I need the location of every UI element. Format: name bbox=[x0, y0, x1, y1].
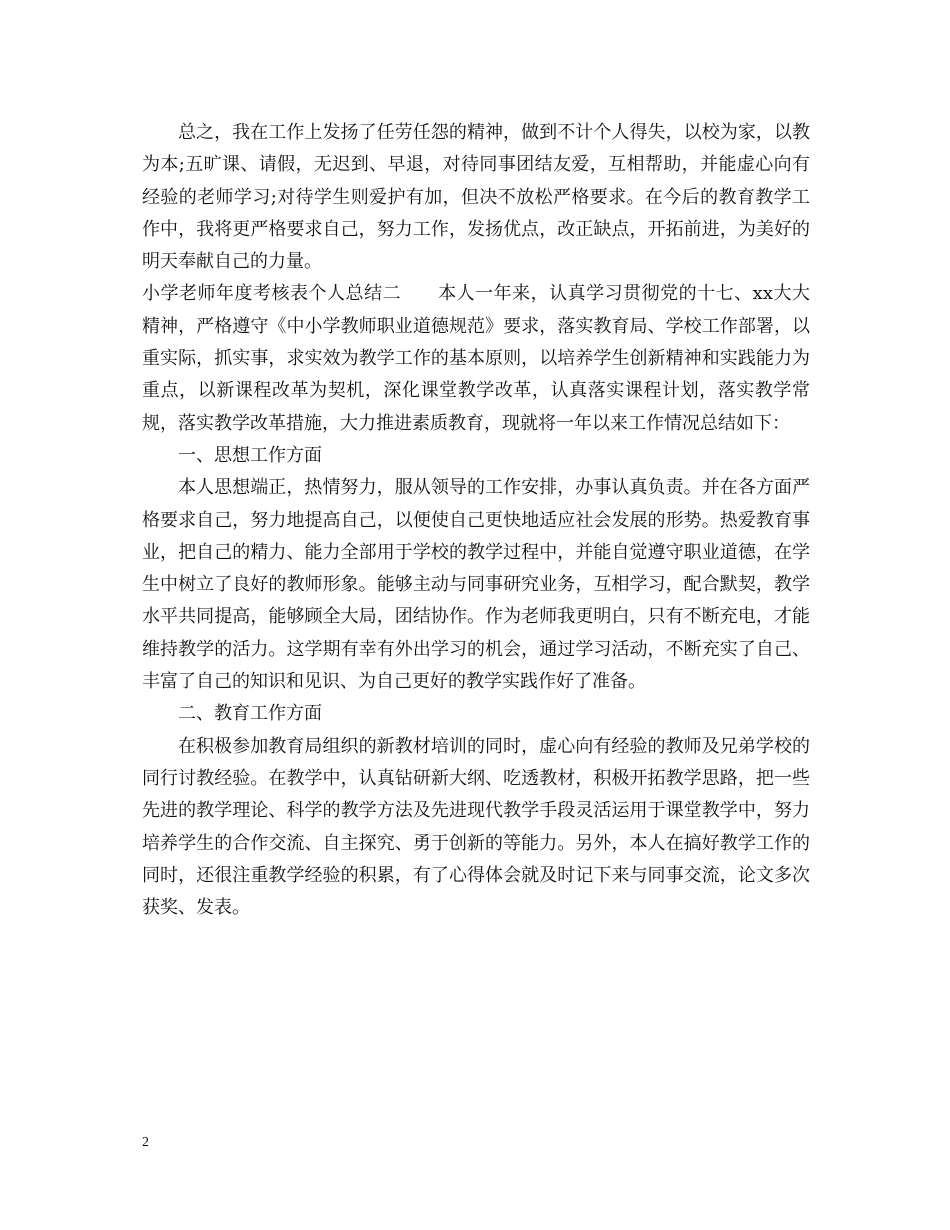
section-heading-ideology: 一、思想工作方面 bbox=[178, 444, 322, 466]
paragraph-summary-two-intro: 小学老师年度考核表个人总结二 本人一年来，认真学习贯彻党的十七、xx大大精神，严格遵守《中小学教师职业道德规范》要求，落实教育局、学校工作部署，以重实际，抓实事，求实效为教学工作的基本原则，以培养学生创新精神和实践能力为重点，以新课程改革为契机，深化课堂教学改革，认真落实课程计划，落实教学常规，落实教学改革措施，大力推进素质教育，现就将一年以来工作情况总结如下： bbox=[142, 283, 810, 434]
page-number: 2 bbox=[142, 1135, 149, 1150]
paragraph-ideology: 本人思想端正，热情努力，服从领导的工作安排，办事认真负责。并在各方面严格要求自己，努力地提高自己，以便使自己更快地适应社会发展的形势。热爱教育事业，把自己的精力、能力全部用于学校的教学过程中，并能自觉遵守职业道德，在学生中树立了良好的教师形象。能够主动与同事研究业务，互相学习，配合默契，教学水平共同提高，能够顾全大局，团结协作。作为老师我更明白，只有不断充电，才能维持教学的活力。这学期有幸有外出学习的机会，通过学习活动，不断充实了自己、丰富了自己的知识和见识、为自己更好的教学实践作好了准备。 bbox=[142, 477, 810, 693]
paragraph-summary-conclusion: 总之，我在工作上发扬了任劳任怨的精神，做到不计个人得失，以校为家，以教为本;五旷课、请假，无迟到、早退，对待同事团结友爱，互相帮助，并能虚心向有经验的老师学习;对待学生则爱护有加，但决不放松严格要求。在今后的教育教学工作中，我将更严格要求自己，努力工作，发扬优点，改正缺点，开拓前进，为美好的明天奉献自己的力量。 bbox=[142, 122, 810, 273]
document-body bbox=[142, 117, 810, 924]
section-heading-education: 二、教育工作方面 bbox=[178, 703, 322, 725]
paragraph-education: 在积极参加教育局组织的新教材培训的同时，虚心向有经验的教师及兄弟学校的同行讨教经验。在教学中，认真钻研新大纲、吃透教材，积极开拓教学思路，把一些先进的教学理论、科学的教学方法及先进现代教学手段灵活运用于课堂教学中，努力培养学生的合作交流、自主探究、勇于创新的等能力。另外，本人在搞好教学工作的同时，还很注重教学经验的积累，有了心得体会就及时记下来与同事交流，论文多次获奖、发表。 bbox=[142, 735, 810, 919]
